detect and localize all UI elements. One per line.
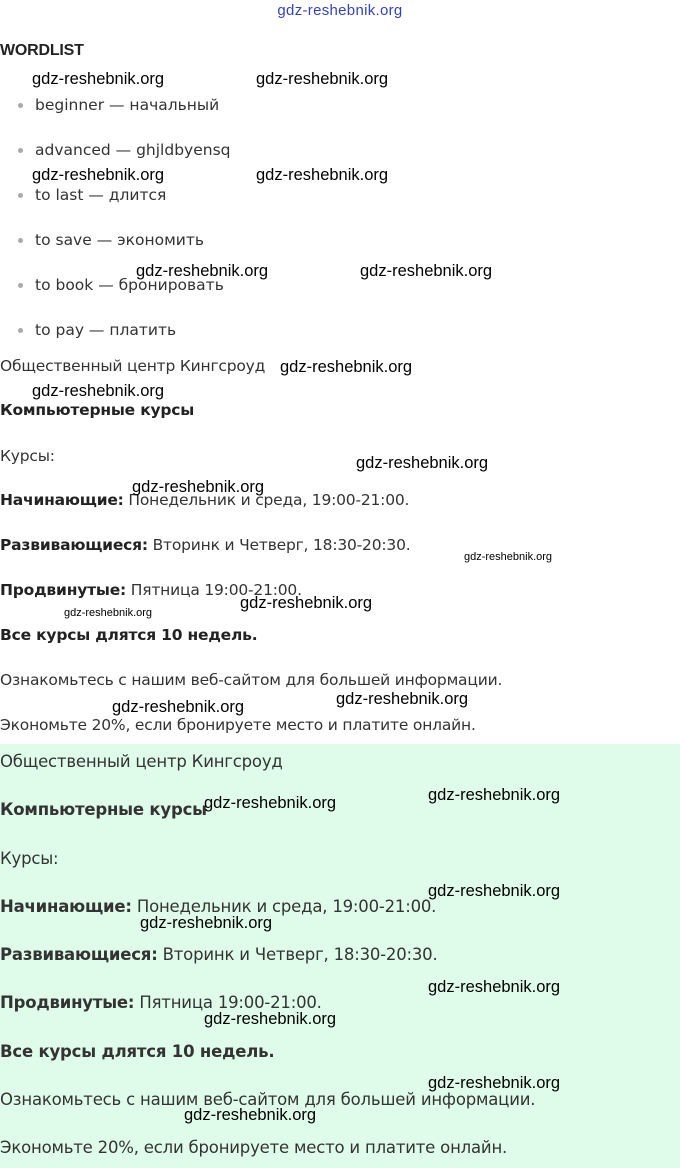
watermark: gdz-reshebnik.org [256,70,389,88]
top-watermark: gdz-reshebnik.org [277,2,403,19]
discount-text: Экономьте 20%, если бронируете место и платите онлайн. [0,1138,508,1157]
center-name: Общественный центр Кингсроуд [0,752,283,771]
watermark: gdz-reshebnik.org [112,698,245,716]
beginners-time: Понедельник и среда, 19:00-21:00. [123,491,410,509]
discount-text: Экономьте 20%, если бронируете место и платите онлайн. [0,716,476,734]
duration-text: Все курсы длятся 10 недель. [0,626,258,644]
watermark: gdz-reshebnik.org [32,166,165,184]
wordlist-item-text: to book — бронировать [35,276,224,294]
advanced-time: Пятница 19:00-21:00. [134,993,322,1012]
beginners-time: Понедельник и среда, 19:00-21:00. [131,897,437,916]
developing-time: Вторинк и Четверг, 18:30-20:30. [147,536,411,554]
watermark: gdz-reshebnik.org [204,794,337,812]
website-text: Ознакомьтесь с нашим веб-сайтом для большей информации. [0,1090,536,1109]
watermark: gdz-reshebnik.org [360,262,493,280]
watermark: gdz-reshebnik.org [356,454,489,472]
watermark: gdz-reshebnik.org [132,478,265,496]
watermark: gdz-reshebnik.org [136,262,269,280]
watermark: gdz-reshebnik.org [428,978,561,996]
bullet-icon [18,193,23,198]
courses-label: Курсы: [0,849,59,868]
courses-heading: Компьютерные курсы [0,800,207,819]
watermark: gdz-reshebnik.org [64,607,153,619]
courses-label: Курсы: [0,447,55,465]
advanced-time: Пятница 19:00-21:00. [126,581,302,599]
developing-label: Развивающиеся: [0,536,148,554]
advanced-label: Продвинутые: [0,993,135,1012]
watermark: gdz-reshebnik.org [32,382,165,400]
courses-heading: Компьютерные курсы [0,401,195,419]
wordlist-title: WORDLIST [0,42,84,59]
watermark: gdz-reshebnik.org [428,1074,561,1092]
duration-text: Все курсы длятся 10 недель. [0,1042,275,1061]
developing-time: Вторинк и Четверг, 18:30-20:30. [157,945,438,964]
watermark: gdz-reshebnik.org [204,1010,337,1028]
wordlist-item-text: beginner — начальный [35,96,220,114]
wordlist-item [18,321,176,339]
watermark: gdz-reshebnik.org [256,166,389,184]
bullet-icon [18,103,23,108]
watermark: gdz-reshebnik.org [240,594,373,612]
watermark: gdz-reshebnik.org [428,786,561,804]
beginners-label: Начинающие: [0,897,132,916]
watermark: gdz-reshebnik.org [280,358,413,376]
center-name: Общественный центр Кингсроуд [0,357,266,375]
developing-schedule [0,536,410,554]
website-text: Ознакомьтесь с нашим веб-сайтом для большей информации. [0,671,503,689]
wordlist-item [18,96,219,114]
watermark: gdz-reshebnik.org [184,1106,317,1124]
wordlist-item-text: to save — экономить [35,231,205,249]
developing-schedule [0,945,438,964]
wordlist-item [18,186,166,204]
watermark: gdz-reshebnik.org [336,690,469,708]
watermark: gdz-reshebnik.org [140,914,273,932]
wordlist-item-text: to pay — платить [35,321,177,339]
watermark: gdz-reshebnik.org [464,551,553,563]
beginners-label: Начинающие: [0,491,124,509]
watermark: gdz-reshebnik.org [32,70,165,88]
bullet-icon [18,238,23,243]
bullet-icon [18,148,23,153]
developing-label: Развивающиеся: [0,945,158,964]
wordlist-item-text: advanced — ghjldbyensq [35,141,231,159]
advanced-label: Продвинутые: [0,581,127,599]
bullet-icon [18,283,23,288]
wordlist-item [18,141,230,159]
wordlist-item-text: to last — длится [35,186,167,204]
watermark: gdz-reshebnik.org [428,882,561,900]
bullet-icon [18,328,23,333]
wordlist-item [18,231,204,249]
